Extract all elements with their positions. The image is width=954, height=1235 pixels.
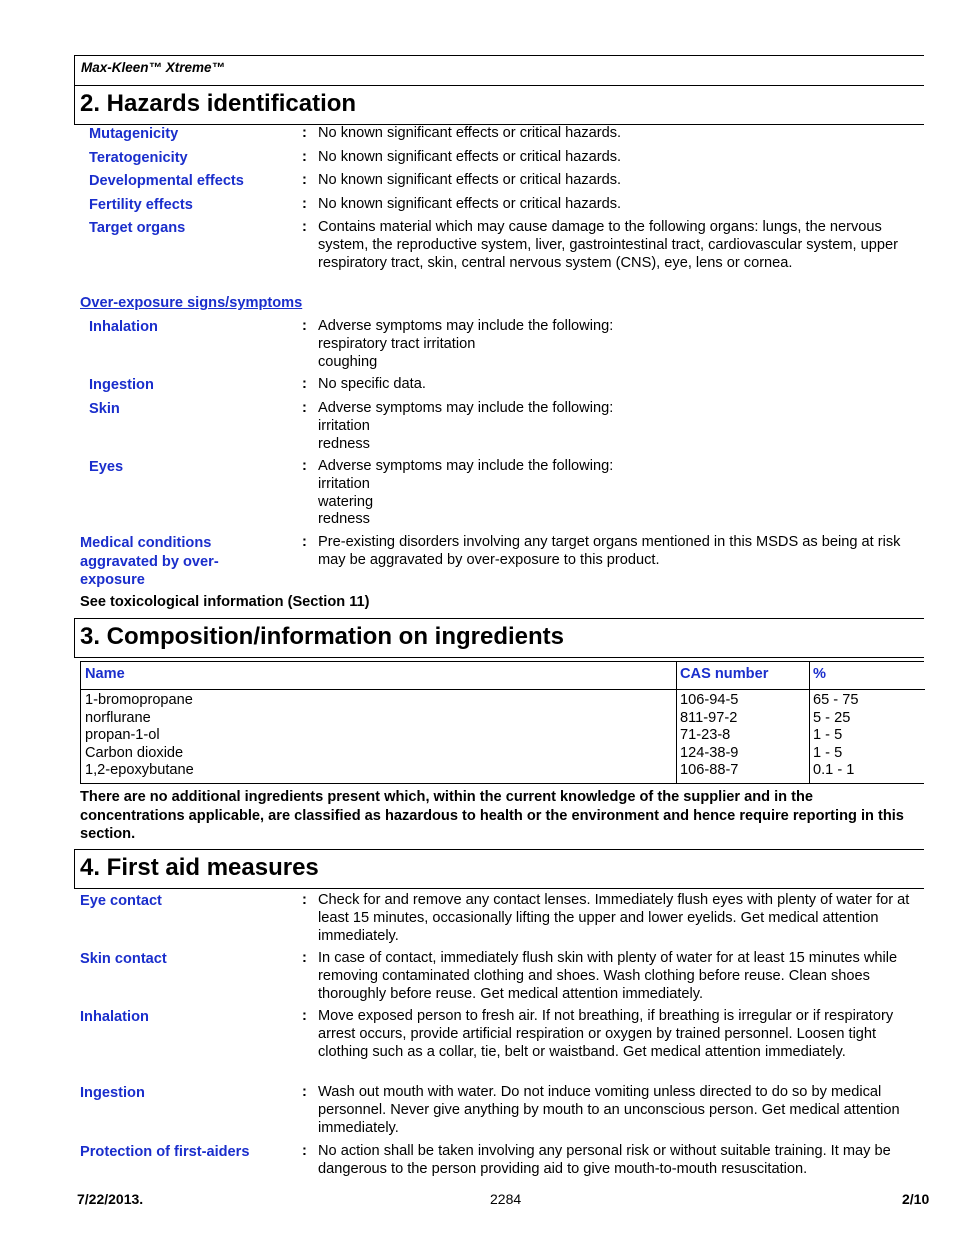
column-divider <box>809 662 810 783</box>
medical-conditions-value: Pre-existing disorders involving any target organs mentioned in this MSDS as being at risk may be aggravated by over-exposure to this product. <box>318 534 901 568</box>
header-divider <box>81 689 925 690</box>
ingredient-name: norflurane <box>85 709 151 726</box>
colon: : <box>302 318 307 334</box>
colon: : <box>302 950 307 966</box>
ingredient-pct: 5 - 25 <box>813 709 851 726</box>
overexposure-heading[interactable]: Over-exposure signs/symptoms <box>80 295 303 311</box>
target-organs-label: Target organs <box>89 220 186 236</box>
skin-contact-label: Skin contact <box>80 951 167 967</box>
ingredients-table <box>80 661 924 784</box>
section-2-title: 2. Hazards identification <box>80 90 357 117</box>
section-4-heading <box>74 849 924 889</box>
teratogenicity-value: No known significant effects or critical hazards. <box>318 149 622 165</box>
footer-date: 7/22/2013. <box>77 1191 144 1207</box>
ingredient-cas: 124-38-9 <box>680 744 739 761</box>
fertility-effects-label: Fertility effects <box>89 197 193 213</box>
inhalation-label: Inhalation <box>80 1009 149 1025</box>
col-header-name: Name <box>85 666 125 682</box>
ingestion-value: Wash out mouth with water. Do not induce vomiting unless directed to do so by medical personnel. Never give anything by mouth to an unconscious person. Get medical attention immediately. <box>318 1084 900 1136</box>
ingredient-cas: 106-94-5 <box>680 692 739 708</box>
colon: : <box>302 458 307 474</box>
ingredient-pct: 0.1 - 1 <box>813 762 855 779</box>
footer-code: 2284 <box>490 1191 522 1207</box>
ingredients-note: There are no additional ingredients present which, within the current knowledge of the supplier and in the concentrations applicable, are classified as hazardous to health or the environment and hence require reporting in this section. <box>80 789 904 842</box>
developmental-effects-label: Developmental effects <box>89 173 244 189</box>
product-name: Max-Kleen™ Xtreme™ <box>81 60 226 75</box>
table-row <box>85 692 194 780</box>
ingredient-pct: 1 - 5 <box>813 744 843 761</box>
ingredient-pct: 65 - 75 <box>813 692 859 708</box>
eye-contact-label: Eye contact <box>80 893 162 909</box>
oe-ingestion-value: No specific data. <box>318 376 426 392</box>
footer-page: 2/10 <box>902 1191 930 1207</box>
oe-eyes-label: Eyes <box>89 459 124 475</box>
oe-skin-value: Adverse symptoms may include the following: irritation redness <box>318 400 614 452</box>
mutagenicity-value: No known significant effects or critical hazards. <box>318 125 622 141</box>
oe-inhalation-value: Adverse symptoms may include the following: respiratory tract irritation coughing <box>318 318 614 370</box>
target-organs-value: Contains material which may cause damage to the following organs: lungs, the nervous system, the reproductive system, liver, gastrointestinal tract, cardiovascular system, upper respiratory tract, skin, central nervous system (CNS), eye, lens or cornea. <box>318 219 898 271</box>
colon: : <box>302 534 307 550</box>
colon: : <box>302 125 307 141</box>
inhalation-value: Move exposed person to fresh air. If not breathing, if breathing is irregular or if respiratory arrest occurs, provide artificial respiration or oxygen by trained personnel. Loosen tight clothing such as a collar, tie, belt or waistband. Get medical attention immediately. <box>318 1008 894 1060</box>
skin-contact-value: In case of contact, immediately flush skin with plenty of water for at least 15 minutes while removing contaminated clothing and shoes. Wash clothing before reuse. Clean shoes thoroughly before reuse. Get medical attention immediately. <box>318 950 898 1002</box>
ingredient-name: propan-1-ol <box>85 727 160 744</box>
table-row <box>680 692 738 780</box>
section-3-heading <box>74 618 924 658</box>
column-divider <box>676 662 677 783</box>
colon: : <box>302 892 307 908</box>
colon: : <box>302 172 307 188</box>
oe-ingestion-label: Ingestion <box>89 377 154 393</box>
table-row <box>813 692 858 780</box>
ingestion-label: Ingestion <box>80 1085 145 1101</box>
colon: : <box>302 1143 307 1159</box>
ingredient-pct: 1 - 5 <box>813 727 843 744</box>
medical-conditions-label: Medical conditions aggravated by over-exposure <box>80 535 219 588</box>
oe-eyes-value: Adverse symptoms may include the following: irritation watering redness <box>318 458 614 528</box>
colon: : <box>302 376 307 392</box>
ingredient-name: Carbon dioxide <box>85 744 184 761</box>
mutagenicity-label: Mutagenicity <box>89 126 179 142</box>
oe-skin-label: Skin <box>89 401 120 417</box>
protection-first-aiders-value: No action shall be taken involving any personal risk or without suitable training. It may be dangerous to the person providing aid to give mouth-to-mouth resuscitation. <box>318 1143 891 1177</box>
colon: : <box>302 400 307 416</box>
see-toxicological-note: See toxicological information (Section 11) <box>80 594 370 610</box>
colon: : <box>302 1008 307 1024</box>
colon: : <box>302 196 307 212</box>
colon: : <box>302 149 307 165</box>
colon: : <box>302 219 307 235</box>
oe-inhalation-label: Inhalation <box>89 319 158 335</box>
ingredient-name: 1-bromopropane <box>85 692 193 708</box>
product-header <box>74 55 924 85</box>
col-header-pct: % <box>813 666 826 682</box>
section-2-heading <box>74 85 924 125</box>
eye-contact-value: Check for and remove any contact lenses. Immediately flush eyes with plenty of water for at least 15 minutes, occasionally lifting the upper and lower eyelids. Get medical attention immediately. <box>318 892 910 944</box>
colon: : <box>302 1084 307 1100</box>
ingredient-cas: 71-23-8 <box>680 727 731 744</box>
ingredient-name: 1,2-epoxybutane <box>85 762 194 779</box>
developmental-effects-value: No known significant effects or critical hazards. <box>318 172 622 188</box>
section-4-title: 4. First aid measures <box>80 854 319 881</box>
protection-first-aiders-label: Protection of first-aiders <box>80 1144 250 1160</box>
col-header-cas: CAS number <box>680 666 769 682</box>
section-3-title: 3. Composition/information on ingredients <box>80 623 564 650</box>
ingredient-cas: 106-88-7 <box>680 762 739 779</box>
ingredient-cas: 811-97-2 <box>680 709 738 726</box>
fertility-effects-value: No known significant effects or critical hazards. <box>318 196 622 212</box>
teratogenicity-label: Teratogenicity <box>89 150 188 166</box>
